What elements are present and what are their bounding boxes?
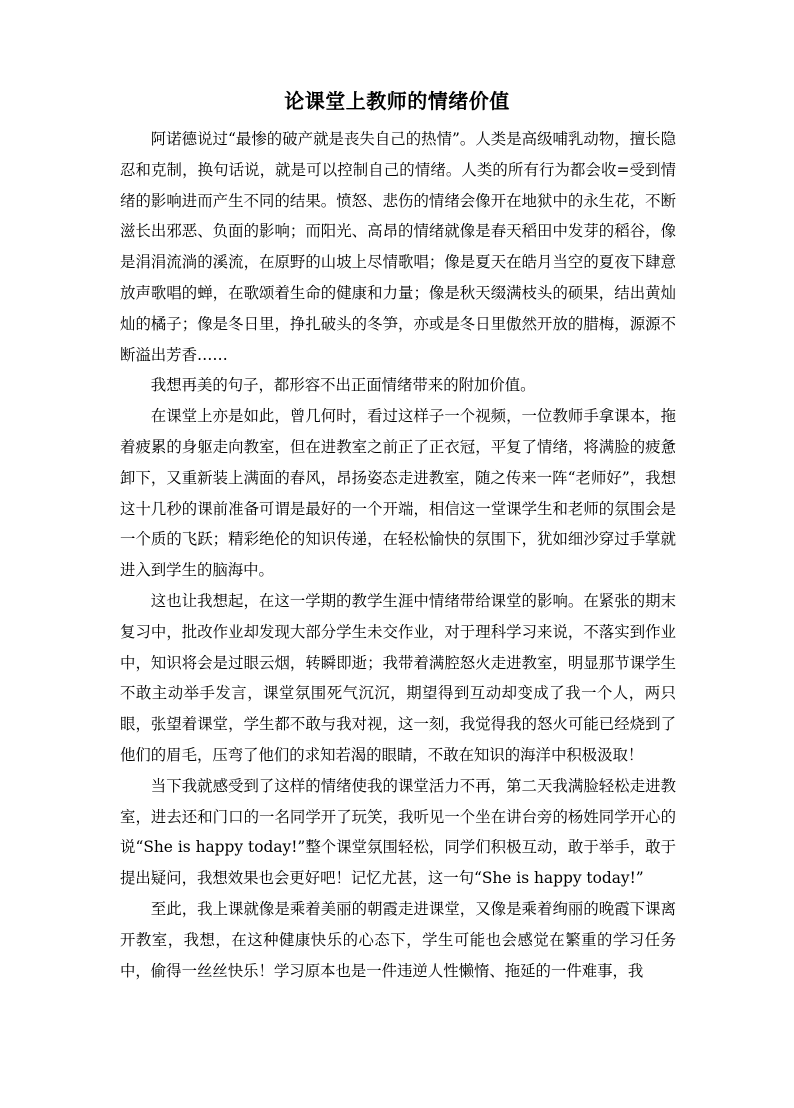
paragraph-4: 这也让我想起，在这一学期的教学生涯中情绪带给课堂的影响。在紧张的期末复习中，批改作业却发现大部分学生未交作业，对于理科学习来说，不落实到作业中，知识将会是过眼云烟，转瞬即逝；我带着满腔怒火走进教室，明显那节课学生不敢主动举手发言，课堂氛围死气沉沉，期望得到互动却变成了我一个人，两只眼，张望着课堂，学生都不敢与我对视，这一刻，我觉得我的怒火可能已经烧到了他们的眉毛，压弯了他们的求知若渴的眼睛，不敢在知识的海洋中积极汲取！ [120,591,676,764]
document-body [120,124,676,986]
document-title: 论课堂上教师的情绪价值 [284,89,510,113]
paragraph-3: 在课堂上亦是如此，曾几何时，看过这样子一个视频，一位教师手拿课本，拖着疲累的身躯走向教室，但在进教室之前正了正衣冠，平复了情绪，将满脸的疲惫卸下，又重新装上满面的春风，昂扬姿态走进教室，随之传来一阵“老师好”，我想这十几秒的课前准备可谓是最好的一个开端，相信这一堂课学生和老师的氛围会是一个质的飞跃；精彩绝伦的知识传递，在轻松愉快的氛围下，犹如细沙穿过手掌就进入到学生的脑海中。 [120,407,676,580]
paragraph-5: 当下我就感受到了这样的情绪使我的课堂活力不再，第二天我满脸轻松走进教室，进去还和门口的一名同学开了玩笑，我听见一个坐在讲台旁的杨姓同学开心的说“She is happy today!”整个课堂氛围轻松，同学们积极互动，敢于举手，敢于提出疑问，我想效果也会更好吧！记忆尤甚，这一句“She is happy today!” [120,776,676,888]
paragraph-2: 我想再美的句子，都形容不出正面情绪带来的附加价值。 [150,376,536,395]
paragraph-6: 至此，我上课就像是乘着美丽的朝霞走进课堂，又像是乘着绚丽的晚霞下课离开教室，我想，在这种健康快乐的心态下，学生可能也会感觉在繁重的学习任务中，偷得一丝丝快乐！学习原本也是一件违逆人性懒惰、拖延的一件难事，我 [120,899,676,980]
paragraph-1: 阿诺德说过“最惨的破产就是丧失自己的热情”。人类是高级哺乳动物，擅长隐忍和克制，换句话说，就是可以控制自己的情绪。人类的所有行为都会收=受到情绪的影响进而产生不同的结果。愤怒、悲伤的情绪会像开在地狱中的永生花，不断滋长出邪恶、负面的影响；而阳光、高昂的情绪就像是春天稻田中发芽的稻谷，像是涓涓流淌的溪流，在原野的山坡上尽情歌唱；像是夏天在皓月当空的夏夜下肆意放声歌唱的蝉，在歌颂着生命的健康和力量；像是秋天缀满枝头的硕果，结出黄灿灿的橘子；像是冬日里，挣扎破头的冬笋，亦或是冬日里傲然开放的腊梅，源源不断溢出芳香…… [120,130,676,364]
